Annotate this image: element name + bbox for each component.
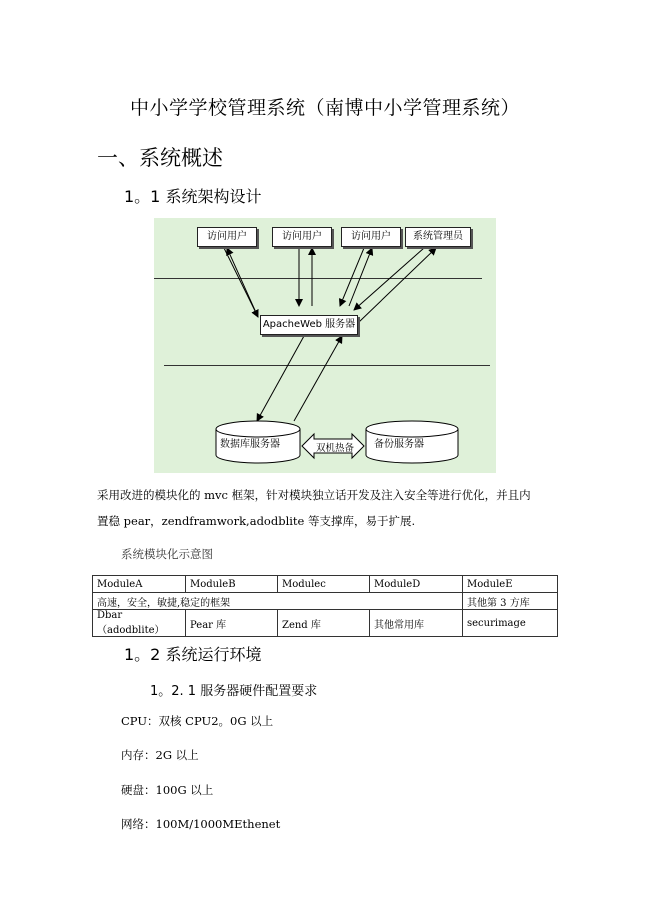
requirement-network: 网络：100M/1000MEthenet [121,817,281,831]
subsubsection-heading-hardware: 1。2. 1 服务器硬件配置要求 [150,684,318,699]
requirement-disk: 硬盘：100G 以上 [121,783,214,797]
document-title: 中小学学校管理系统（南博中小学管理系统） [129,97,520,119]
visitor-user-box: 访问用户 [197,227,257,247]
table-cell: ModuleA [93,576,186,593]
table-caption: 系统模块化示意图 [121,547,213,561]
subsection-heading-architecture: 1。1 系统架构设计 [124,187,262,206]
paragraph-line: 置稳 pear，zendframwork,adodblite 等支撑库，易于扩展. [97,514,416,528]
table-cell: ModuleE [463,576,558,593]
requirement-memory: 内存：2G 以上 [121,748,199,762]
requirement-cpu: CPU：双核 CPU2。0G 以上 [121,714,274,728]
table-cell: ModuleB [186,576,278,593]
module-table [92,575,558,637]
hot-standby-label: 双机热备 [316,443,355,454]
paragraph-line: 采用改进的模块化的 mvc 框架，针对模块独立话开发及注入安全等进行优化，并且内 [97,488,531,502]
table-cell: Dbar（adodblite） [93,610,186,637]
visitor-user-box: 访问用户 [272,227,332,247]
apache-web-server-box: ApacheWeb 服务器 [260,315,358,335]
table-cell: 其他常用库 [370,610,463,637]
table-row [93,576,558,593]
backup-server-label: 备份服务器 [374,439,424,450]
diagram-connectors [154,218,496,473]
table-cell: ModuleD [370,576,463,593]
table-cell: Pear 库 [186,610,278,637]
table-cell: Zend 库 [278,610,370,637]
table-row [93,593,558,610]
table-row [93,610,558,637]
architecture-diagram [154,218,496,473]
section-heading-overview: 一、系统概述 [97,146,223,170]
system-admin-box: 系统管理员 [405,227,471,247]
subsection-heading-environment: 1。2 系统运行环境 [124,645,262,664]
table-cell: 高速，安全，敏捷,稳定的框架 [93,593,463,610]
table-cell: Modulec [278,576,370,593]
table-cell: 其他第 3 方库 [463,593,558,610]
database-server-label: 数据库服务器 [220,439,280,450]
visitor-user-box: 访问用户 [341,227,401,247]
table-cell: securimage [463,610,558,637]
